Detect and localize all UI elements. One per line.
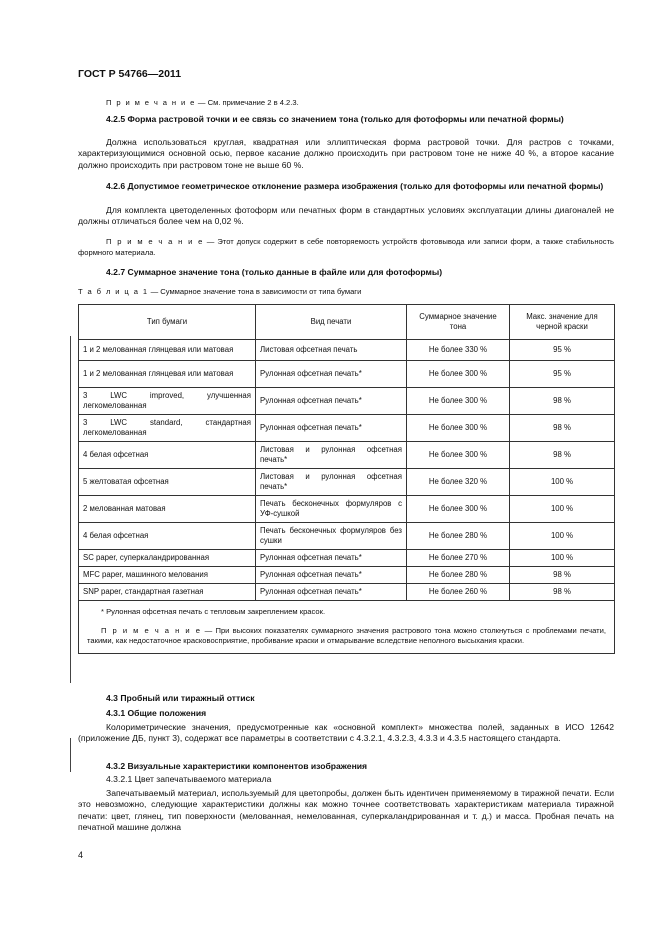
cell-print-type: Рулонная офсетная печать* bbox=[256, 388, 407, 415]
cell-paper-type: 3 LWC improved, улучшенная легкомелованная bbox=[79, 388, 256, 415]
note-label: П р и м е ч а н и е bbox=[106, 98, 196, 107]
table-row bbox=[79, 550, 615, 567]
section-4-3-1-body: Колориметрические значения, предусмотренные как «основной комплект» множества полей, заданных в ИСО 12642 (приложение ДБ, пункт 3), содержат все параметры в соответствии с 4.3.2.1, 4.3.2.3, 4.3.3 и 4.3.5 настоящего стандарта. bbox=[78, 722, 614, 744]
note-text: — См. примечание 2 в 4.2.3. bbox=[195, 98, 299, 107]
section-4-2-7-title: 4.2.7 Суммарное значение тона (только данные в файле или для фотоформы) bbox=[106, 267, 443, 277]
note-1 bbox=[78, 98, 614, 109]
cell-paper-type: 1 и 2 мелованная глянцевая или матовая bbox=[79, 361, 256, 388]
cell-max-black: 98 % bbox=[510, 567, 615, 584]
cell-print-type: Рулонная офсетная печать* bbox=[256, 361, 407, 388]
cell-total-tone: Не более 300 % bbox=[407, 442, 510, 469]
cell-print-type: Листовая и рулонная офсетная печать* bbox=[256, 469, 407, 496]
cell-paper-type: SNP paper, стандартная газетная bbox=[79, 584, 256, 601]
cell-paper-type: 3 LWC standard, стандартная легкомелованная bbox=[79, 415, 256, 442]
table-row bbox=[79, 340, 615, 361]
cell-max-black: 100 % bbox=[510, 496, 615, 523]
cell-total-tone: Не более 320 % bbox=[407, 469, 510, 496]
header-max-black: Макс. значение для черной краски bbox=[510, 305, 615, 340]
table-notes bbox=[79, 601, 615, 654]
cell-max-black: 98 % bbox=[510, 584, 615, 601]
cell-max-black: 98 % bbox=[510, 442, 615, 469]
table-caption bbox=[78, 287, 361, 296]
cell-paper-type: SC paper, суперкаландрированная bbox=[79, 550, 256, 567]
cell-print-type: Листовая и рулонная офсетная печать* bbox=[256, 442, 407, 469]
cell-print-type: Рулонная офсетная печать* bbox=[256, 550, 407, 567]
section-4-3-2-1-title: 4.3.2.1 Цвет запечатываемого материала bbox=[106, 774, 272, 784]
cell-print-type: Печать бесконечных формуляров без сушки bbox=[256, 523, 407, 550]
note-text: — Этот допуск содержит в себе повторяемость устройств фотовывода или записи форм, а также стабильность формного материала. bbox=[78, 237, 615, 257]
cell-paper-type: 1 и 2 мелованная глянцевая или матовая bbox=[79, 340, 256, 361]
cell-print-type: Печать бесконечных формуляров с УФ-сушкой bbox=[256, 496, 407, 523]
table-notes-row bbox=[79, 601, 615, 654]
cell-paper-type: 4 белая офсетная bbox=[79, 442, 256, 469]
table-caption-text: — Суммарное значение тона в зависимости от типа бумаги bbox=[148, 287, 362, 296]
table-row bbox=[79, 415, 615, 442]
cell-total-tone: Не более 280 % bbox=[407, 567, 510, 584]
cell-print-type: Рулонная офсетная печать* bbox=[256, 415, 407, 442]
header-paper-type: Тип бумаги bbox=[79, 305, 256, 340]
tone-value-table bbox=[78, 304, 615, 654]
table-footnote: * Рулонная офсетная печать с тепловым закреплением красок. bbox=[101, 607, 326, 616]
table-row bbox=[79, 523, 615, 550]
cell-paper-type: 4 белая офсетная bbox=[79, 523, 256, 550]
cell-print-type: Листовая офсетная печать bbox=[256, 340, 407, 361]
cell-paper-type: 5 желтоватая офсетная bbox=[79, 469, 256, 496]
cell-total-tone: Не более 330 % bbox=[407, 340, 510, 361]
section-4-3-title: 4.3 Пробный или тиражный оттиск bbox=[106, 693, 255, 703]
cell-max-black: 100 % bbox=[510, 550, 615, 567]
header-print-type: Вид печати bbox=[256, 305, 407, 340]
cell-max-black: 95 % bbox=[510, 340, 615, 361]
table-note-label: П р и м е ч а н и е bbox=[101, 625, 202, 635]
section-4-3-2-1-body: Запечатываемый материал, используемый для цветопробы, должен быть идентичен применяемому в тиражной печати. Если это невозможно, следующие характеристики должны как можно точнее соответствовать характеристикам материала тиражной печати: цвет, глянец, тип поверхности (мелованная, немелованная, суперкаландрированная и т. д.) и масса. Пробная печать на печатной машине должна bbox=[78, 788, 614, 833]
change-bar-text bbox=[70, 738, 71, 772]
table-row bbox=[79, 361, 615, 388]
table-row bbox=[79, 469, 615, 496]
cell-max-black: 100 % bbox=[510, 523, 615, 550]
cell-print-type: Рулонная офсетная печать* bbox=[256, 567, 407, 584]
section-4-3-2-title: 4.3.2 Визуальные характеристики компонентов изображения bbox=[106, 761, 368, 771]
note-label: П р и м е ч а н и е bbox=[106, 237, 204, 246]
cell-total-tone: Не более 300 % bbox=[407, 361, 510, 388]
cell-max-black: 95 % bbox=[510, 361, 615, 388]
change-bar-table bbox=[70, 336, 71, 683]
cell-total-tone: Не более 300 % bbox=[407, 496, 510, 523]
table-note bbox=[87, 626, 606, 647]
page-number: 4 bbox=[78, 850, 84, 860]
cell-max-black: 100 % bbox=[510, 469, 615, 496]
cell-total-tone: Не более 270 % bbox=[407, 550, 510, 567]
document-header: ГОСТ Р 54766—2011 bbox=[78, 68, 182, 80]
cell-max-black: 98 % bbox=[510, 388, 615, 415]
table-row bbox=[79, 442, 615, 469]
table-caption-label: Т а б л и ц а 1 bbox=[78, 287, 149, 296]
cell-max-black: 98 % bbox=[510, 415, 615, 442]
section-4-2-6-title: 4.2.6 Допустимое геометрическое отклонение размера изображения (только для фотоформы или печатной формы) bbox=[106, 181, 604, 191]
table-note-text: — При высоких показателях суммарного значения растрового тона можно столкнуться с проблемами печати, такими, как недостаточное красковосприятие, пробивание краски и отмарывание вследствие неполного высыхания краски. bbox=[87, 625, 606, 646]
section-4-2-5-title: 4.2.5 Форма растровой точки и ее связь со значением тона (только для фотоформы или печатной формы) bbox=[106, 114, 564, 124]
table-row bbox=[79, 567, 615, 584]
table-header-row bbox=[79, 305, 615, 340]
cell-print-type: Рулонная офсетная печать* bbox=[256, 584, 407, 601]
note-2 bbox=[78, 237, 614, 258]
cell-total-tone: Не более 280 % bbox=[407, 523, 510, 550]
section-4-2-6-body: Для комплекта цветоделенных фотоформ или печатных форм в стандартных условиях эксплуатации длины диагоналей не должны отличаться более чем на 0,02 %. bbox=[78, 205, 614, 227]
cell-total-tone: Не более 300 % bbox=[407, 415, 510, 442]
header-total-tone: Суммарное значение тона bbox=[407, 305, 510, 340]
table-row bbox=[79, 584, 615, 601]
table-row bbox=[79, 388, 615, 415]
cell-paper-type: MFC paper, машинного мелования bbox=[79, 567, 256, 584]
section-4-2-5-body: Должна использоваться круглая, квадратная или эллиптическая форма растровой точки. Для растров с точками, характеризующимися основной осью, первое касание должно происходить при растровом тоне не ниже 40 %, а второе касание должно происходить при растровом тоне не выше 60 %. bbox=[78, 137, 614, 170]
cell-total-tone: Не более 260 % bbox=[407, 584, 510, 601]
cell-paper-type: 2 мелованная матовая bbox=[79, 496, 256, 523]
cell-total-tone: Не более 300 % bbox=[407, 388, 510, 415]
section-4-3-1-title: 4.3.1 Общие положения bbox=[106, 708, 207, 718]
table-row bbox=[79, 496, 615, 523]
